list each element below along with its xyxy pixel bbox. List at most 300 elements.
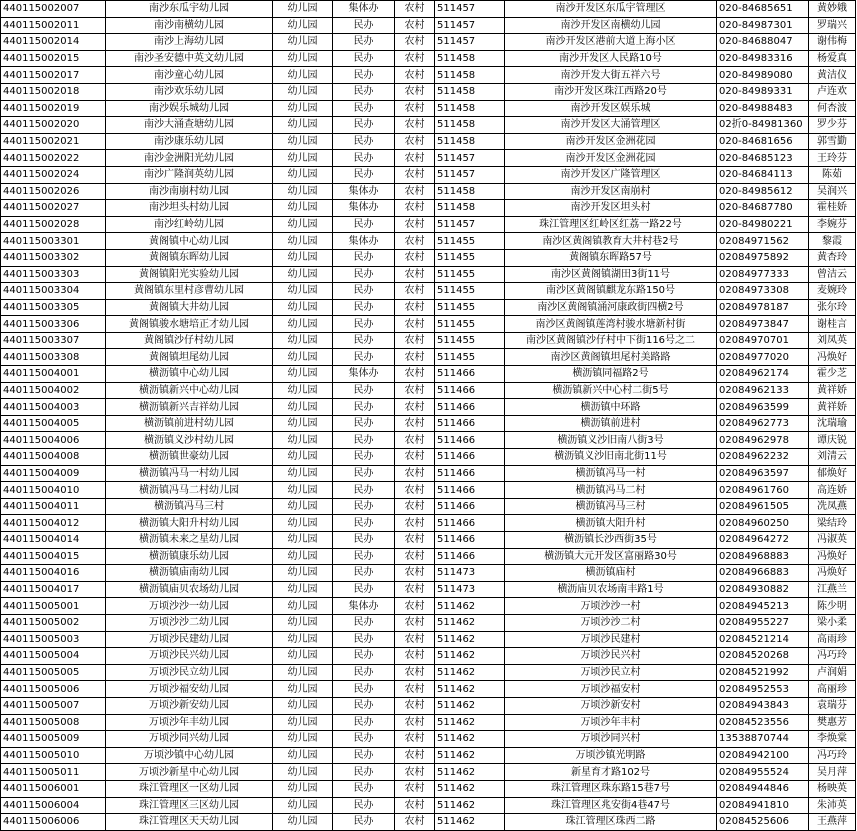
code-cell: 440115003306 bbox=[1, 316, 106, 333]
phone-cell: 02084945213 bbox=[717, 598, 809, 615]
table-row bbox=[1, 548, 856, 565]
code-cell: 440115005003 bbox=[1, 631, 106, 648]
type-cell: 幼儿园 bbox=[273, 382, 333, 399]
code-cell: 440115003302 bbox=[1, 249, 106, 266]
operator-cell: 民办 bbox=[333, 283, 395, 300]
code-cell: 440115003308 bbox=[1, 349, 106, 366]
postcode-cell: 511457 bbox=[435, 34, 505, 51]
area-cell: 农村 bbox=[395, 631, 435, 648]
phone-cell: 02084973308 bbox=[717, 283, 809, 300]
operator-cell: 民办 bbox=[333, 482, 395, 499]
phone-cell: 02084964272 bbox=[717, 532, 809, 549]
operator-cell: 民办 bbox=[333, 83, 395, 100]
address-cell: 横沥镇冯马二村 bbox=[505, 482, 717, 499]
postcode-cell: 511462 bbox=[435, 780, 505, 797]
operator-cell: 民办 bbox=[333, 565, 395, 582]
phone-cell: 020-84985612 bbox=[717, 183, 809, 200]
address-cell: 南沙区黄阁镇涌河康政街四横2号 bbox=[505, 299, 717, 316]
postcode-cell: 511462 bbox=[435, 614, 505, 631]
area-cell: 农村 bbox=[395, 200, 435, 217]
phone-cell: 02084941810 bbox=[717, 797, 809, 814]
table-row bbox=[1, 664, 856, 681]
type-cell: 幼儿园 bbox=[273, 614, 333, 631]
contact-cell: 梁结玲 bbox=[809, 515, 856, 532]
name-cell: 万顷沙民立幼儿园 bbox=[106, 664, 273, 681]
code-cell: 440115005002 bbox=[1, 614, 106, 631]
type-cell: 幼儿园 bbox=[273, 764, 333, 781]
name-cell: 万顷沙年丰幼儿园 bbox=[106, 714, 273, 731]
postcode-cell: 511466 bbox=[435, 382, 505, 399]
name-cell: 横沥镇世豪幼儿园 bbox=[106, 449, 273, 466]
phone-cell: 02折0-84981360 bbox=[717, 117, 809, 134]
area-cell: 农村 bbox=[395, 498, 435, 515]
phone-cell: 02084971562 bbox=[717, 233, 809, 250]
address-cell: 珠江管理区红岭区红荔一路22号 bbox=[505, 216, 717, 233]
contact-cell: 郁焕好 bbox=[809, 465, 856, 482]
type-cell: 幼儿园 bbox=[273, 631, 333, 648]
type-cell: 幼儿园 bbox=[273, 681, 333, 698]
table-row bbox=[1, 697, 856, 714]
type-cell: 幼儿园 bbox=[273, 266, 333, 283]
postcode-cell: 511462 bbox=[435, 598, 505, 615]
name-cell: 横沥镇前进村幼儿园 bbox=[106, 415, 273, 432]
type-cell: 幼儿园 bbox=[273, 83, 333, 100]
code-cell: 440115004016 bbox=[1, 565, 106, 582]
postcode-cell: 511466 bbox=[435, 449, 505, 466]
address-cell: 珠江管理区珠东路15巷7号 bbox=[505, 780, 717, 797]
code-cell: 440115002017 bbox=[1, 67, 106, 84]
area-cell: 农村 bbox=[395, 548, 435, 565]
code-cell: 440115004001 bbox=[1, 366, 106, 383]
table-row bbox=[1, 17, 856, 34]
contact-cell: 吴润兴 bbox=[809, 183, 856, 200]
postcode-cell: 511466 bbox=[435, 548, 505, 565]
area-cell: 农村 bbox=[395, 465, 435, 482]
operator-cell: 民办 bbox=[333, 548, 395, 565]
area-cell: 农村 bbox=[395, 216, 435, 233]
address-cell: 万顷沙年丰村 bbox=[505, 714, 717, 731]
name-cell: 黄阁镇沙仔村幼儿园 bbox=[106, 332, 273, 349]
area-cell: 农村 bbox=[395, 797, 435, 814]
area-cell: 农村 bbox=[395, 266, 435, 283]
operator-cell: 民办 bbox=[333, 697, 395, 714]
code-cell: 440115004011 bbox=[1, 498, 106, 515]
postcode-cell: 511462 bbox=[435, 631, 505, 648]
postcode-cell: 511455 bbox=[435, 283, 505, 300]
operator-cell: 民办 bbox=[333, 714, 395, 731]
postcode-cell: 511457 bbox=[435, 1, 505, 18]
name-cell: 南沙欢乐幼儿园 bbox=[106, 83, 273, 100]
contact-cell: 曾洁云 bbox=[809, 266, 856, 283]
address-cell: 横沥镇前进村 bbox=[505, 415, 717, 432]
area-cell: 农村 bbox=[395, 565, 435, 582]
code-cell: 440115002028 bbox=[1, 216, 106, 233]
area-cell: 农村 bbox=[395, 449, 435, 466]
operator-cell: 民办 bbox=[333, 581, 395, 598]
type-cell: 幼儿园 bbox=[273, 183, 333, 200]
area-cell: 农村 bbox=[395, 614, 435, 631]
operator-cell: 民办 bbox=[333, 266, 395, 283]
name-cell: 横沥镇冯马二村幼儿园 bbox=[106, 482, 273, 499]
address-cell: 横沥镇同福路2号 bbox=[505, 366, 717, 383]
contact-cell: 朱沛英 bbox=[809, 797, 856, 814]
address-cell: 横沥镇大元开发区富丽路30号 bbox=[505, 548, 717, 565]
postcode-cell: 511455 bbox=[435, 266, 505, 283]
contact-cell: 梁小柔 bbox=[809, 614, 856, 631]
code-cell: 440115002026 bbox=[1, 183, 106, 200]
phone-cell: 020-84685651 bbox=[717, 1, 809, 18]
postcode-cell: 511462 bbox=[435, 648, 505, 665]
phone-cell: 02084960250 bbox=[717, 515, 809, 532]
code-cell: 440115003303 bbox=[1, 266, 106, 283]
address-cell: 万顷沙民立村 bbox=[505, 664, 717, 681]
name-cell: 万顷沙镇中心幼儿园 bbox=[106, 747, 273, 764]
address-cell: 新星育才路102号 bbox=[505, 764, 717, 781]
name-cell: 横沥镇义沙村幼儿园 bbox=[106, 432, 273, 449]
code-cell: 440115005006 bbox=[1, 681, 106, 698]
code-cell: 440115003304 bbox=[1, 283, 106, 300]
type-cell: 幼儿园 bbox=[273, 697, 333, 714]
phone-cell: 020-84987301 bbox=[717, 17, 809, 34]
postcode-cell: 511455 bbox=[435, 332, 505, 349]
operator-cell: 民办 bbox=[333, 17, 395, 34]
postcode-cell: 511466 bbox=[435, 498, 505, 515]
postcode-cell: 511462 bbox=[435, 664, 505, 681]
phone-cell: 02084521992 bbox=[717, 664, 809, 681]
operator-cell: 民办 bbox=[333, 249, 395, 266]
area-cell: 农村 bbox=[395, 681, 435, 698]
type-cell: 幼儿园 bbox=[273, 648, 333, 665]
area-cell: 农村 bbox=[395, 482, 435, 499]
code-cell: 440115004006 bbox=[1, 432, 106, 449]
type-cell: 幼儿园 bbox=[273, 233, 333, 250]
phone-cell: 02084977333 bbox=[717, 266, 809, 283]
table-row bbox=[1, 283, 856, 300]
address-cell: 南沙区黄阁镇沙仔村中下街116号之二 bbox=[505, 332, 717, 349]
table-row bbox=[1, 797, 856, 814]
name-cell: 南沙童心幼儿园 bbox=[106, 67, 273, 84]
table-row bbox=[1, 747, 856, 764]
code-cell: 440115005005 bbox=[1, 664, 106, 681]
phone-cell: 020-84989080 bbox=[717, 67, 809, 84]
address-cell: 南沙开发区广隆管理区 bbox=[505, 166, 717, 183]
address-cell: 南沙开发区南崩村 bbox=[505, 183, 717, 200]
operator-cell: 民办 bbox=[333, 166, 395, 183]
phone-cell: 02084962133 bbox=[717, 382, 809, 399]
phone-cell: 02084955227 bbox=[717, 614, 809, 631]
phone-cell: 02084961760 bbox=[717, 482, 809, 499]
operator-cell: 民办 bbox=[333, 515, 395, 532]
contact-cell: 高丽珍 bbox=[809, 681, 856, 698]
postcode-cell: 511462 bbox=[435, 764, 505, 781]
code-cell: 440115004014 bbox=[1, 532, 106, 549]
contact-cell: 卢润娟 bbox=[809, 664, 856, 681]
address-cell: 南沙开发区坦头村 bbox=[505, 200, 717, 217]
name-cell: 珠江管理区一区幼儿园 bbox=[106, 780, 273, 797]
address-cell: 南沙开发区人民路10号 bbox=[505, 50, 717, 67]
operator-cell: 集体办 bbox=[333, 200, 395, 217]
contact-cell: 陈茹 bbox=[809, 166, 856, 183]
operator-cell: 民办 bbox=[333, 731, 395, 748]
area-cell: 农村 bbox=[395, 764, 435, 781]
area-cell: 农村 bbox=[395, 183, 435, 200]
operator-cell: 民办 bbox=[333, 664, 395, 681]
address-cell: 万顷沙沙一村 bbox=[505, 598, 717, 615]
contact-cell: 冯巧玲 bbox=[809, 747, 856, 764]
table-row bbox=[1, 266, 856, 283]
phone-cell: 02084975892 bbox=[717, 249, 809, 266]
postcode-cell: 511466 bbox=[435, 366, 505, 383]
contact-cell: 冯焕好 bbox=[809, 548, 856, 565]
phone-cell: 02084955524 bbox=[717, 764, 809, 781]
address-cell: 万顷沙福安村 bbox=[505, 681, 717, 698]
contact-cell: 李焕棠 bbox=[809, 731, 856, 748]
table-row bbox=[1, 117, 856, 134]
postcode-cell: 511462 bbox=[435, 814, 505, 831]
postcode-cell: 511457 bbox=[435, 166, 505, 183]
table-row bbox=[1, 465, 856, 482]
contact-cell: 李婉芬 bbox=[809, 216, 856, 233]
type-cell: 幼儿园 bbox=[273, 1, 333, 18]
type-cell: 幼儿园 bbox=[273, 449, 333, 466]
phone-cell: 02084977020 bbox=[717, 349, 809, 366]
table-row bbox=[1, 83, 856, 100]
name-cell: 横沥镇冯马一村幼儿园 bbox=[106, 465, 273, 482]
type-cell: 幼儿园 bbox=[273, 67, 333, 84]
name-cell: 横沥镇冯马三村 bbox=[106, 498, 273, 515]
area-cell: 农村 bbox=[395, 382, 435, 399]
contact-cell: 高连娇 bbox=[809, 482, 856, 499]
area-cell: 农村 bbox=[395, 17, 435, 34]
name-cell: 横沥镇大阳升村幼儿园 bbox=[106, 515, 273, 532]
table-row bbox=[1, 200, 856, 217]
type-cell: 幼儿园 bbox=[273, 548, 333, 565]
phone-cell: 02084952553 bbox=[717, 681, 809, 698]
address-cell: 南沙开发区金洲花园 bbox=[505, 133, 717, 150]
code-cell: 440115004009 bbox=[1, 465, 106, 482]
phone-cell: 02084966883 bbox=[717, 565, 809, 582]
operator-cell: 民办 bbox=[333, 133, 395, 150]
table-row bbox=[1, 166, 856, 183]
area-cell: 农村 bbox=[395, 747, 435, 764]
area-cell: 农村 bbox=[395, 648, 435, 665]
address-cell: 南沙区黄阁镇坦尾村美路路 bbox=[505, 349, 717, 366]
address-cell: 万顷沙镇光明路 bbox=[505, 747, 717, 764]
address-cell: 横沥镇长沙西街35号 bbox=[505, 532, 717, 549]
code-cell: 440115002015 bbox=[1, 50, 106, 67]
postcode-cell: 511466 bbox=[435, 415, 505, 432]
table-row bbox=[1, 415, 856, 432]
table-row bbox=[1, 731, 856, 748]
type-cell: 幼儿园 bbox=[273, 432, 333, 449]
operator-cell: 民办 bbox=[333, 100, 395, 117]
name-cell: 南沙坦头村幼儿园 bbox=[106, 200, 273, 217]
name-cell: 万顷沙福安幼儿园 bbox=[106, 681, 273, 698]
postcode-cell: 511466 bbox=[435, 465, 505, 482]
table-row bbox=[1, 498, 856, 515]
name-cell: 万顷沙民建幼儿园 bbox=[106, 631, 273, 648]
phone-cell: 02084930882 bbox=[717, 581, 809, 598]
operator-cell: 民办 bbox=[333, 332, 395, 349]
postcode-cell: 511462 bbox=[435, 681, 505, 698]
name-cell: 南沙圣安德中英文幼儿园 bbox=[106, 50, 273, 67]
operator-cell: 民办 bbox=[333, 150, 395, 167]
name-cell: 南沙金洲阳光幼儿园 bbox=[106, 150, 273, 167]
operator-cell: 民办 bbox=[333, 814, 395, 831]
contact-cell: 刘清云 bbox=[809, 449, 856, 466]
contact-cell: 杨映英 bbox=[809, 780, 856, 797]
phone-cell: 02084961505 bbox=[717, 498, 809, 515]
code-cell: 440115002011 bbox=[1, 17, 106, 34]
area-cell: 农村 bbox=[395, 100, 435, 117]
phone-cell: 02084963599 bbox=[717, 399, 809, 416]
name-cell: 横沥镇庙南幼儿园 bbox=[106, 565, 273, 582]
postcode-cell: 511466 bbox=[435, 482, 505, 499]
area-cell: 农村 bbox=[395, 366, 435, 383]
code-cell: 440115006001 bbox=[1, 780, 106, 797]
contact-cell: 冯焕好 bbox=[809, 565, 856, 582]
contact-cell: 冼凤燕 bbox=[809, 498, 856, 515]
type-cell: 幼儿园 bbox=[273, 150, 333, 167]
contact-cell: 谭庆锐 bbox=[809, 432, 856, 449]
area-cell: 农村 bbox=[395, 415, 435, 432]
address-cell: 南沙区黄阁镇莲湾村骏水塘新村街 bbox=[505, 316, 717, 333]
contact-cell: 张尔玲 bbox=[809, 299, 856, 316]
area-cell: 农村 bbox=[395, 814, 435, 831]
phone-cell: 02084970701 bbox=[717, 332, 809, 349]
phone-cell: 02084944846 bbox=[717, 780, 809, 797]
phone-cell: 020-84684113 bbox=[717, 166, 809, 183]
name-cell: 横沥镇新兴吉祥幼儿园 bbox=[106, 399, 273, 416]
code-cell: 440115005010 bbox=[1, 747, 106, 764]
name-cell: 南沙南崩村幼儿园 bbox=[106, 183, 273, 200]
area-cell: 农村 bbox=[395, 332, 435, 349]
code-cell: 440115005007 bbox=[1, 697, 106, 714]
name-cell: 南沙上海幼儿园 bbox=[106, 34, 273, 51]
table-row bbox=[1, 150, 856, 167]
name-cell: 南沙康乐幼儿园 bbox=[106, 133, 273, 150]
table-row bbox=[1, 316, 856, 333]
operator-cell: 集体办 bbox=[333, 183, 395, 200]
code-cell: 440115002007 bbox=[1, 1, 106, 18]
table-row bbox=[1, 598, 856, 615]
name-cell: 黄阁镇大井幼儿园 bbox=[106, 299, 273, 316]
type-cell: 幼儿园 bbox=[273, 532, 333, 549]
address-cell: 南沙区黄阁镇教育大井村巷2号 bbox=[505, 233, 717, 250]
type-cell: 幼儿园 bbox=[273, 415, 333, 432]
address-cell: 黄阁镇东晖路57号 bbox=[505, 249, 717, 266]
table-row bbox=[1, 714, 856, 731]
name-cell: 南沙南横幼儿园 bbox=[106, 17, 273, 34]
area-cell: 农村 bbox=[395, 581, 435, 598]
contact-cell: 刘凤英 bbox=[809, 332, 856, 349]
contact-cell: 罗少芬 bbox=[809, 117, 856, 134]
operator-cell: 民办 bbox=[333, 532, 395, 549]
postcode-cell: 511458 bbox=[435, 50, 505, 67]
type-cell: 幼儿园 bbox=[273, 283, 333, 300]
type-cell: 幼儿园 bbox=[273, 731, 333, 748]
postcode-cell: 511466 bbox=[435, 532, 505, 549]
address-cell: 南沙开发区东瓜宇管理区 bbox=[505, 1, 717, 18]
code-cell: 440115004003 bbox=[1, 399, 106, 416]
address-cell: 万顷沙民建村 bbox=[505, 631, 717, 648]
contact-cell: 吴月萍 bbox=[809, 764, 856, 781]
postcode-cell: 511455 bbox=[435, 316, 505, 333]
operator-cell: 民办 bbox=[333, 299, 395, 316]
code-cell: 440115005008 bbox=[1, 714, 106, 731]
operator-cell: 民办 bbox=[333, 449, 395, 466]
table-row bbox=[1, 299, 856, 316]
table-row bbox=[1, 366, 856, 383]
postcode-cell: 511455 bbox=[435, 299, 505, 316]
type-cell: 幼儿园 bbox=[273, 664, 333, 681]
operator-cell: 民办 bbox=[333, 34, 395, 51]
phone-cell: 02084520268 bbox=[717, 648, 809, 665]
name-cell: 万顷沙新安幼儿园 bbox=[106, 697, 273, 714]
contact-cell: 谢桂言 bbox=[809, 316, 856, 333]
operator-cell: 民办 bbox=[333, 432, 395, 449]
type-cell: 幼儿园 bbox=[273, 332, 333, 349]
phone-cell: 020-84988483 bbox=[717, 100, 809, 117]
type-cell: 幼儿园 bbox=[273, 34, 333, 51]
operator-cell: 民办 bbox=[333, 780, 395, 797]
phone-cell: 020-84989331 bbox=[717, 83, 809, 100]
address-cell: 横沥镇义沙旧南八街3号 bbox=[505, 432, 717, 449]
name-cell: 万顷沙同兴幼儿园 bbox=[106, 731, 273, 748]
operator-cell: 民办 bbox=[333, 614, 395, 631]
table-row bbox=[1, 614, 856, 631]
table-row bbox=[1, 581, 856, 598]
area-cell: 农村 bbox=[395, 83, 435, 100]
name-cell: 黄阁镇东里村彦曹幼儿园 bbox=[106, 283, 273, 300]
name-cell: 珠江管理区天天幼儿园 bbox=[106, 814, 273, 831]
phone-cell: 02084525606 bbox=[717, 814, 809, 831]
table-row bbox=[1, 648, 856, 665]
code-cell: 440115005011 bbox=[1, 764, 106, 781]
type-cell: 幼儿园 bbox=[273, 249, 333, 266]
table-row bbox=[1, 216, 856, 233]
contact-cell: 霍桂娇 bbox=[809, 200, 856, 217]
address-cell: 万顷沙民兴村 bbox=[505, 648, 717, 665]
table-row bbox=[1, 565, 856, 582]
area-cell: 农村 bbox=[395, 515, 435, 532]
contact-cell: 高雨珍 bbox=[809, 631, 856, 648]
table-row bbox=[1, 183, 856, 200]
table-row bbox=[1, 532, 856, 549]
type-cell: 幼儿园 bbox=[273, 100, 333, 117]
code-cell: 440115004010 bbox=[1, 482, 106, 499]
postcode-cell: 511473 bbox=[435, 581, 505, 598]
code-cell: 440115003305 bbox=[1, 299, 106, 316]
area-cell: 农村 bbox=[395, 349, 435, 366]
contact-cell: 杨爱真 bbox=[809, 50, 856, 67]
type-cell: 幼儿园 bbox=[273, 797, 333, 814]
operator-cell: 民办 bbox=[333, 465, 395, 482]
table-row bbox=[1, 349, 856, 366]
postcode-cell: 511458 bbox=[435, 83, 505, 100]
type-cell: 幼儿园 bbox=[273, 299, 333, 316]
postcode-cell: 511455 bbox=[435, 233, 505, 250]
address-cell: 横沥镇义沙旧南北街11号 bbox=[505, 449, 717, 466]
operator-cell: 民办 bbox=[333, 117, 395, 134]
operator-cell: 民办 bbox=[333, 382, 395, 399]
code-cell: 440115005004 bbox=[1, 648, 106, 665]
postcode-cell: 511462 bbox=[435, 731, 505, 748]
operator-cell: 民办 bbox=[333, 747, 395, 764]
phone-cell: 02084962232 bbox=[717, 449, 809, 466]
name-cell: 横沥镇庙贝农场幼儿园 bbox=[106, 581, 273, 598]
code-cell: 440115005009 bbox=[1, 731, 106, 748]
